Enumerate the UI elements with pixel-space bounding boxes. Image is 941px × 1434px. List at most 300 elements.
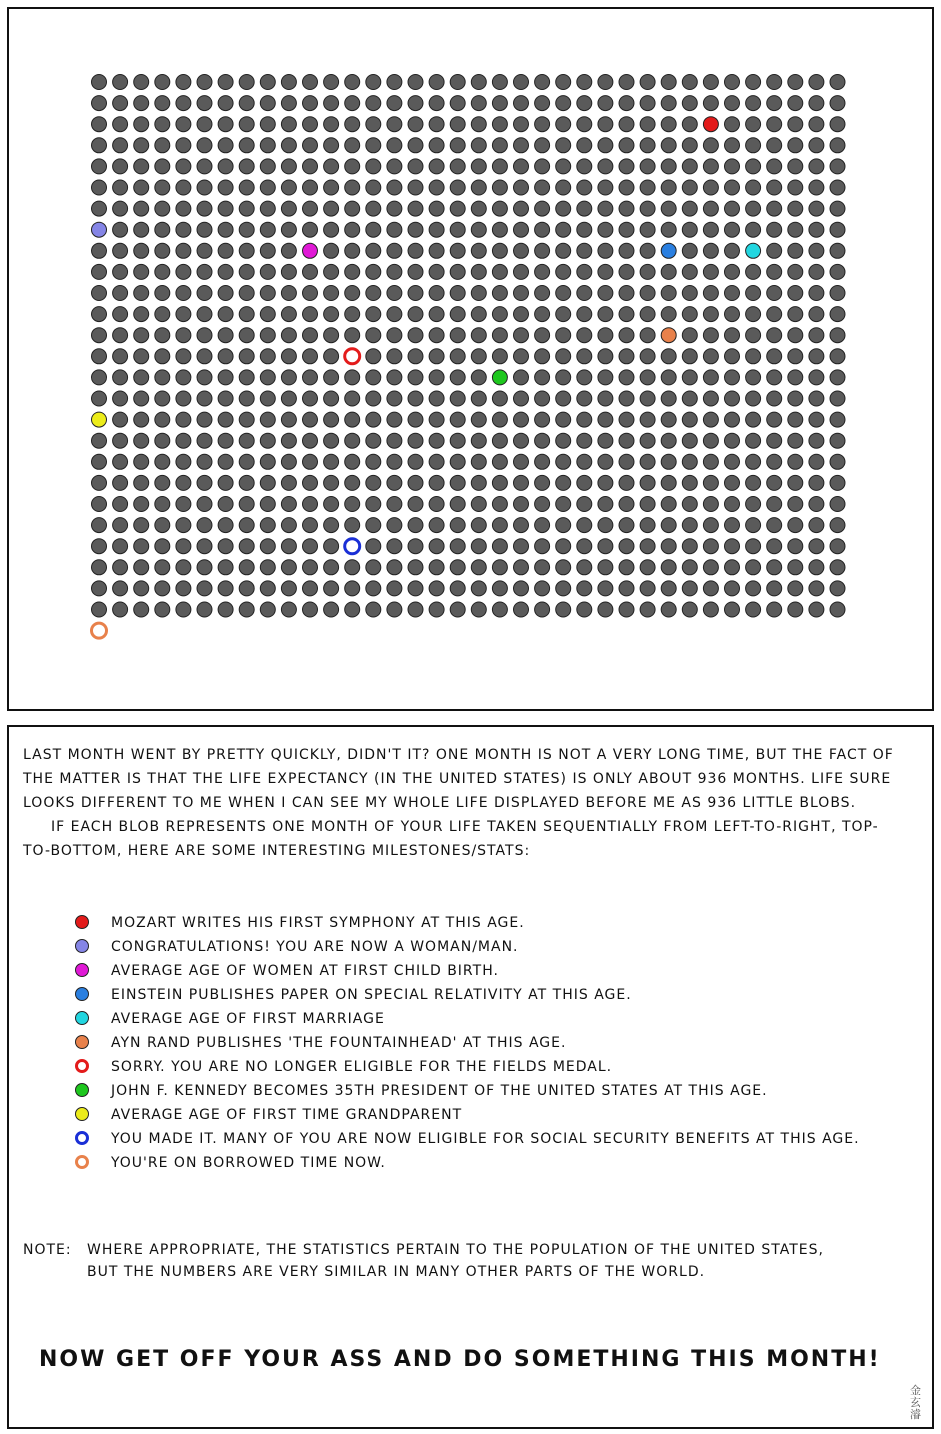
month-blob — [303, 264, 318, 279]
month-blob — [429, 602, 444, 617]
month-blob — [387, 75, 402, 90]
month-blob — [703, 96, 718, 111]
month-blob — [324, 180, 339, 195]
month-blob — [619, 602, 634, 617]
month-blob — [260, 201, 275, 216]
month-blob — [556, 117, 571, 132]
month-blob — [598, 433, 613, 448]
month-blob — [619, 370, 634, 385]
month-blob — [429, 75, 444, 90]
month-blob — [429, 180, 444, 195]
month-blob — [746, 201, 761, 216]
month-blob — [514, 560, 529, 575]
month-blob — [366, 539, 381, 554]
month-blob — [619, 96, 634, 111]
month-blob — [387, 328, 402, 343]
month-blob — [619, 497, 634, 512]
month-blob — [746, 75, 761, 90]
month-blob — [725, 581, 740, 596]
month-blob — [239, 560, 254, 575]
month-blob — [809, 602, 824, 617]
month-blob — [788, 96, 803, 111]
month-blob — [703, 433, 718, 448]
month-blob — [830, 602, 845, 617]
month-blob — [809, 454, 824, 469]
month-blob — [703, 581, 718, 596]
month-blob — [471, 117, 486, 132]
month-blob — [661, 391, 676, 406]
month-blob — [176, 96, 191, 111]
month-blob — [725, 560, 740, 575]
month-blob — [155, 222, 170, 237]
month-blob — [324, 75, 339, 90]
month-blob — [535, 560, 550, 575]
month-blob — [598, 328, 613, 343]
month-blob — [492, 138, 507, 153]
month-blob — [345, 222, 360, 237]
month-blob — [492, 539, 507, 554]
month-blob — [113, 159, 128, 174]
month-blob — [450, 138, 465, 153]
month-blob — [92, 96, 107, 111]
month-blob — [281, 201, 296, 216]
month-blob — [260, 391, 275, 406]
month-blob — [408, 497, 423, 512]
month-blob — [324, 602, 339, 617]
month-blob — [303, 307, 318, 322]
month-blob — [703, 518, 718, 533]
month-blob — [92, 433, 107, 448]
month-blob — [788, 391, 803, 406]
month-blob — [577, 75, 592, 90]
month-blob — [556, 539, 571, 554]
month-blob — [703, 286, 718, 301]
month-blob — [366, 328, 381, 343]
month-blob — [366, 518, 381, 533]
month-blob — [155, 307, 170, 322]
month-blob — [387, 243, 402, 258]
month-blob — [366, 433, 381, 448]
month-blob — [155, 159, 170, 174]
month-blob — [703, 264, 718, 279]
month-blob — [619, 138, 634, 153]
month-blob — [450, 581, 465, 596]
month-blob — [598, 412, 613, 427]
month-blob — [218, 159, 233, 174]
month-blob — [788, 286, 803, 301]
month-blob — [725, 433, 740, 448]
month-blob — [830, 328, 845, 343]
month-blob — [514, 602, 529, 617]
month-blob — [577, 180, 592, 195]
month-blob — [725, 264, 740, 279]
month-blob — [92, 243, 107, 258]
legend-swatch-einstein — [75, 987, 89, 1001]
month-blob — [682, 328, 697, 343]
month-blob — [535, 539, 550, 554]
month-blob — [535, 497, 550, 512]
legend-label: JOHN F. KENNEDY BECOMES 35TH PRESIDENT OF THE UNITED STATES AT THIS AGE. — [111, 1083, 768, 1099]
month-blob — [746, 475, 761, 490]
month-blob — [703, 328, 718, 343]
month-blob — [429, 159, 444, 174]
month-blob — [324, 433, 339, 448]
month-blob — [303, 602, 318, 617]
month-blob — [197, 497, 212, 512]
month-blob — [260, 581, 275, 596]
month-blob — [239, 243, 254, 258]
month-blob — [640, 222, 655, 237]
month-blob — [260, 412, 275, 427]
month-blob — [725, 412, 740, 427]
month-blob — [556, 243, 571, 258]
month-blob — [303, 518, 318, 533]
month-blob — [788, 222, 803, 237]
month-blob — [514, 138, 529, 153]
month-blob — [387, 159, 402, 174]
month-blob — [556, 286, 571, 301]
month-blob — [408, 243, 423, 258]
month-blob — [725, 180, 740, 195]
month-blob — [176, 159, 191, 174]
month-blob — [746, 349, 761, 364]
month-blob — [809, 370, 824, 385]
month-blob — [260, 243, 275, 258]
month-blob — [640, 264, 655, 279]
month-blob — [260, 475, 275, 490]
month-blob — [176, 602, 191, 617]
month-blob — [345, 454, 360, 469]
month-blob — [767, 201, 782, 216]
month-blob — [429, 370, 444, 385]
month-blob — [577, 475, 592, 490]
month-blob — [767, 180, 782, 195]
month-blob — [113, 475, 128, 490]
milestone-blob-marriage — [746, 243, 761, 258]
month-blob — [408, 539, 423, 554]
month-blob — [577, 222, 592, 237]
legend-swatch-first-child — [75, 963, 89, 977]
month-blob — [324, 138, 339, 153]
milestone-blob-social-security — [345, 539, 360, 554]
month-blob — [366, 412, 381, 427]
month-blob — [788, 454, 803, 469]
month-blob — [345, 159, 360, 174]
legend-item-borrowed-time — [73, 1153, 913, 1173]
month-blob — [514, 286, 529, 301]
month-blob — [260, 370, 275, 385]
month-blob — [619, 412, 634, 427]
month-blob — [767, 539, 782, 554]
month-blob — [556, 159, 571, 174]
month-blob — [450, 159, 465, 174]
month-blob — [450, 475, 465, 490]
month-blob — [556, 475, 571, 490]
month-blob — [303, 539, 318, 554]
month-blob — [281, 602, 296, 617]
month-blob — [303, 391, 318, 406]
month-blob — [197, 117, 212, 132]
month-blob — [92, 180, 107, 195]
month-blob — [345, 475, 360, 490]
month-blob — [429, 349, 444, 364]
month-blob — [471, 602, 486, 617]
month-blob — [556, 201, 571, 216]
month-blob — [239, 539, 254, 554]
month-blob — [767, 264, 782, 279]
month-blob — [134, 264, 149, 279]
month-blob — [408, 391, 423, 406]
month-blob — [682, 117, 697, 132]
month-blob — [471, 391, 486, 406]
month-blob — [746, 180, 761, 195]
month-blob — [577, 96, 592, 111]
month-blob — [176, 581, 191, 596]
month-blob — [492, 497, 507, 512]
month-blob — [387, 138, 402, 153]
month-blob — [830, 433, 845, 448]
month-blob — [619, 286, 634, 301]
month-blob — [239, 201, 254, 216]
month-blob — [492, 391, 507, 406]
month-blob — [134, 560, 149, 575]
month-blob — [725, 602, 740, 617]
month-blob — [598, 560, 613, 575]
month-blob — [514, 75, 529, 90]
month-blob — [577, 328, 592, 343]
month-blob — [239, 518, 254, 533]
month-blob — [598, 602, 613, 617]
month-blob — [197, 581, 212, 596]
month-blob — [303, 201, 318, 216]
month-blob — [218, 264, 233, 279]
month-blob — [471, 475, 486, 490]
month-blob — [92, 602, 107, 617]
month-blob — [450, 370, 465, 385]
month-blob — [535, 222, 550, 237]
month-blob — [281, 560, 296, 575]
month-blob — [134, 328, 149, 343]
month-blob — [577, 454, 592, 469]
explanation-panel — [7, 725, 934, 1429]
month-blob — [471, 96, 486, 111]
month-blob — [514, 539, 529, 554]
month-blob — [535, 117, 550, 132]
month-blob — [366, 560, 381, 575]
month-blob — [598, 201, 613, 216]
month-blob — [598, 222, 613, 237]
intro-paragraph-1: LAST MONTH WENT BY PRETTY QUICKLY, DIDN'T IT? ONE MONTH IS NOT A VERY LONG TIME, BUT THE FACT OF THE MATTER IS THAT THE LIFE EXPECTANCY (IN THE UNITED STATES) IS ONLY ABOUT 936 MONTHS. LIFE SURE LOOKS DIFFERENT TO ME WHEN I CAN SEE MY WHOLE LIFE DISPLAYED BEFORE ME AS 936 LITTLE BLOBS. — [23, 747, 894, 811]
month-blob — [429, 518, 444, 533]
month-blob — [303, 159, 318, 174]
month-blob — [809, 539, 824, 554]
legend-swatch-fields-medal — [75, 1059, 89, 1073]
month-blob — [450, 75, 465, 90]
month-blob — [703, 75, 718, 90]
month-blob — [450, 117, 465, 132]
month-blob — [176, 138, 191, 153]
month-blob — [450, 307, 465, 322]
month-blob — [788, 349, 803, 364]
month-blob — [598, 307, 613, 322]
month-blob — [809, 264, 824, 279]
month-blob — [682, 560, 697, 575]
month-blob — [113, 75, 128, 90]
month-blob — [577, 497, 592, 512]
month-blob — [324, 286, 339, 301]
month-blob — [767, 328, 782, 343]
month-blob — [197, 560, 212, 575]
month-blob — [703, 138, 718, 153]
month-blob — [408, 412, 423, 427]
month-blob — [450, 412, 465, 427]
month-blob — [92, 560, 107, 575]
month-blob — [303, 96, 318, 111]
month-blob — [429, 243, 444, 258]
month-blob — [767, 497, 782, 512]
month-blob — [366, 307, 381, 322]
month-blob — [281, 581, 296, 596]
month-blob — [535, 454, 550, 469]
month-blob — [788, 138, 803, 153]
month-blob — [514, 497, 529, 512]
month-blob — [556, 454, 571, 469]
month-blob — [366, 391, 381, 406]
month-blob — [260, 560, 275, 575]
month-blob — [345, 243, 360, 258]
month-blob — [218, 96, 233, 111]
month-blob — [514, 518, 529, 533]
milestone-blob-jfk — [492, 370, 507, 385]
month-blob — [134, 539, 149, 554]
month-blob — [450, 180, 465, 195]
month-blob — [535, 581, 550, 596]
month-blob — [387, 222, 402, 237]
month-blob — [176, 243, 191, 258]
month-blob — [281, 138, 296, 153]
month-blob — [746, 581, 761, 596]
legend-item-first-child — [73, 961, 913, 981]
month-blob — [113, 560, 128, 575]
month-blob — [682, 75, 697, 90]
month-blob — [830, 243, 845, 258]
month-blob — [492, 475, 507, 490]
month-blob — [324, 349, 339, 364]
month-blob — [429, 307, 444, 322]
month-blob — [661, 117, 676, 132]
month-blob — [809, 581, 824, 596]
month-blob — [197, 243, 212, 258]
month-blob — [809, 96, 824, 111]
month-blob — [429, 560, 444, 575]
month-blob — [556, 328, 571, 343]
month-blob — [640, 412, 655, 427]
month-blob — [640, 138, 655, 153]
note-text: WHERE APPROPRIATE, THE STATISTICS PERTAIN TO THE POPULATION OF THE UNITED STATES, BUT THE NUMBERS ARE VERY SIMILAR IN MANY OTHER PARTS OF THE WORLD. — [87, 1242, 824, 1280]
month-blob — [260, 138, 275, 153]
month-blob — [830, 391, 845, 406]
month-blob — [619, 328, 634, 343]
month-blob — [176, 349, 191, 364]
month-blob — [556, 497, 571, 512]
month-blob — [725, 96, 740, 111]
month-blob — [113, 454, 128, 469]
month-blob — [176, 328, 191, 343]
month-blob — [303, 328, 318, 343]
month-blob — [767, 349, 782, 364]
month-blob — [598, 497, 613, 512]
month-blob — [239, 391, 254, 406]
month-blob — [661, 475, 676, 490]
month-blob — [155, 560, 170, 575]
month-blob — [155, 497, 170, 512]
month-blob — [788, 264, 803, 279]
month-blob — [197, 370, 212, 385]
month-blob — [92, 370, 107, 385]
month-blob — [471, 180, 486, 195]
month-blob — [471, 243, 486, 258]
month-blob — [176, 307, 191, 322]
month-blob — [809, 560, 824, 575]
month-blob — [682, 349, 697, 364]
legend-swatch-ayn-rand — [75, 1035, 89, 1049]
month-blob — [134, 602, 149, 617]
month-blob — [429, 201, 444, 216]
month-blob — [682, 370, 697, 385]
month-blob — [155, 433, 170, 448]
month-blob — [134, 412, 149, 427]
month-blob — [598, 96, 613, 111]
legend-item-social-security — [73, 1129, 913, 1149]
month-blob — [640, 180, 655, 195]
month-blob — [429, 454, 444, 469]
month-blob — [661, 497, 676, 512]
month-blob — [640, 433, 655, 448]
month-blob — [408, 286, 423, 301]
month-blob — [788, 433, 803, 448]
month-blob — [366, 75, 381, 90]
month-blob — [661, 370, 676, 385]
month-blob — [640, 518, 655, 533]
legend-item-mozart — [73, 913, 913, 933]
month-blob — [113, 581, 128, 596]
month-blob — [366, 264, 381, 279]
month-blob — [450, 602, 465, 617]
month-blob — [725, 201, 740, 216]
month-blob — [788, 328, 803, 343]
month-blob — [640, 602, 655, 617]
month-blob — [408, 264, 423, 279]
month-blob — [345, 286, 360, 301]
month-blob — [429, 286, 444, 301]
month-blob — [767, 96, 782, 111]
month-blob — [535, 159, 550, 174]
month-blob — [767, 138, 782, 153]
month-blob — [703, 391, 718, 406]
month-blob — [218, 307, 233, 322]
month-blob — [281, 286, 296, 301]
month-blob — [661, 159, 676, 174]
month-blob — [176, 264, 191, 279]
month-blob — [661, 560, 676, 575]
month-blob — [682, 243, 697, 258]
month-blob — [218, 433, 233, 448]
month-blob — [155, 454, 170, 469]
legend-label: YOU MADE IT. MANY OF YOU ARE NOW ELIGIBLE FOR SOCIAL SECURITY BENEFITS AT THIS AGE. — [111, 1131, 860, 1147]
month-blob — [767, 222, 782, 237]
month-blob — [471, 581, 486, 596]
month-blob — [830, 264, 845, 279]
